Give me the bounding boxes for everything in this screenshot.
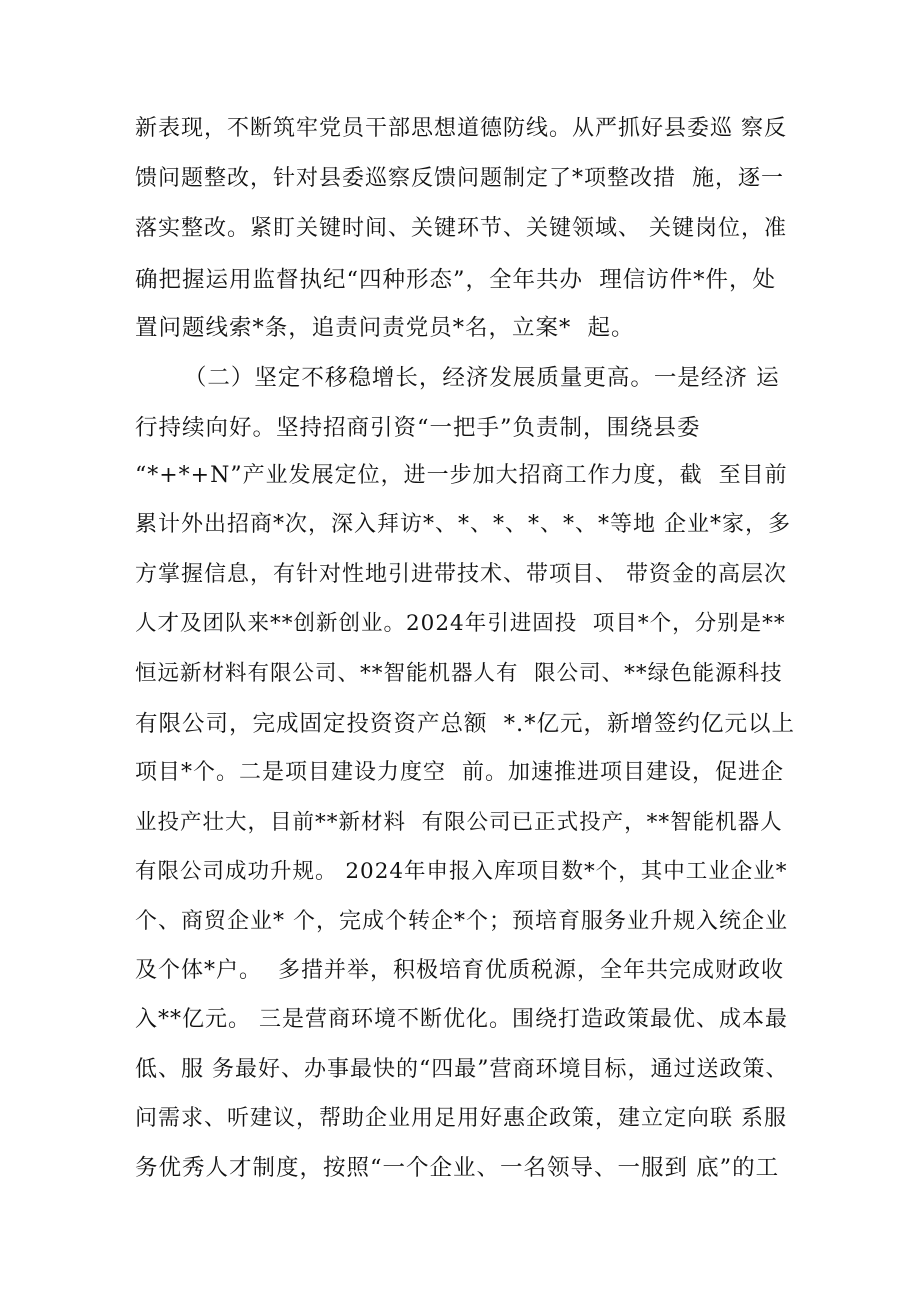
text-line: 恒远新材料有限公司、**智能机器人有 限公司、**绿色能源科技 [135,661,783,686]
text-line: 有限公司，完成固定投资资产总额 *.*亿元，新增签约亿元以上 [135,711,795,737]
text-line: 业投产壮大，目前**新材料 有限公司已正式投产，**智能机器人 [135,810,783,835]
text-line: 个、商贸企业* 个，完成个转企*个；预培育服务业升规入统企业 [135,909,788,934]
text-line: 项目*个。二是项目建设力度空 前。加速推进项目建设，促进企 [135,760,784,785]
text-line: 新表现，不断筑牢党员干部思想道德防线。从严抓好县委巡 察反 [135,116,787,141]
text-line: 有限公司成功升规。 2024年申报入库项目数*个，其中工业企业* [135,859,788,884]
text-line: 确把握运用监督执纪“四种形态”，全年共办 理信访件*件，处 [135,267,777,293]
text-line: 问需求、听建议，帮助企业用足用好惠企政策，建立定向联 系服 [135,1106,787,1131]
text-line: 行持续向好。坚持招商引资“一把手”负责制，围绕县委 [135,415,701,441]
text-line: 方掌握信息，有针对性地引进带技术、带项目、 带资金的高层次 [135,562,787,587]
text-line: “*+*+N”产业发展定位，进一步加大招商工作力度，截 至目前 [135,463,788,488]
text-line: （二）坚定不移稳增长，经济发展质量更高。一是经济 运 [135,365,780,391]
text-line: 低、服 务最好、办事最快的“四最”营商环境目标，通过送政策、 [135,1057,789,1082]
text-line: 入**亿元。 三是营商环境不断优化。围绕打造政策最优、成本最 [135,1007,788,1032]
text-line: 落实整改。紧盯关键时间、关键环节、关键领域、 关键岗位，准 [135,216,787,241]
text-line: 务优秀人才制度，按照“一个企业、一名领导、一服到 底”的工 [135,1155,780,1181]
text-line: 人才及团队来**创新创业。2024年引进固投 项目*个，分别是** [135,611,786,636]
text-line: 及个体*户。 多措并举，积极培育优质税源，全年共完成财政收 [135,958,784,983]
text-line: 馈问题整改，针对县委巡察反馈问题制定了*项整改措 施，逐一 [135,166,784,191]
text-line: 置问题线索*条，追责问责党员*名，立案* 起。 [135,315,635,341]
text-line: 累计外出招商*次，深入拜访*、*、*、*、*、*等地 企业*家，多 [135,512,791,537]
